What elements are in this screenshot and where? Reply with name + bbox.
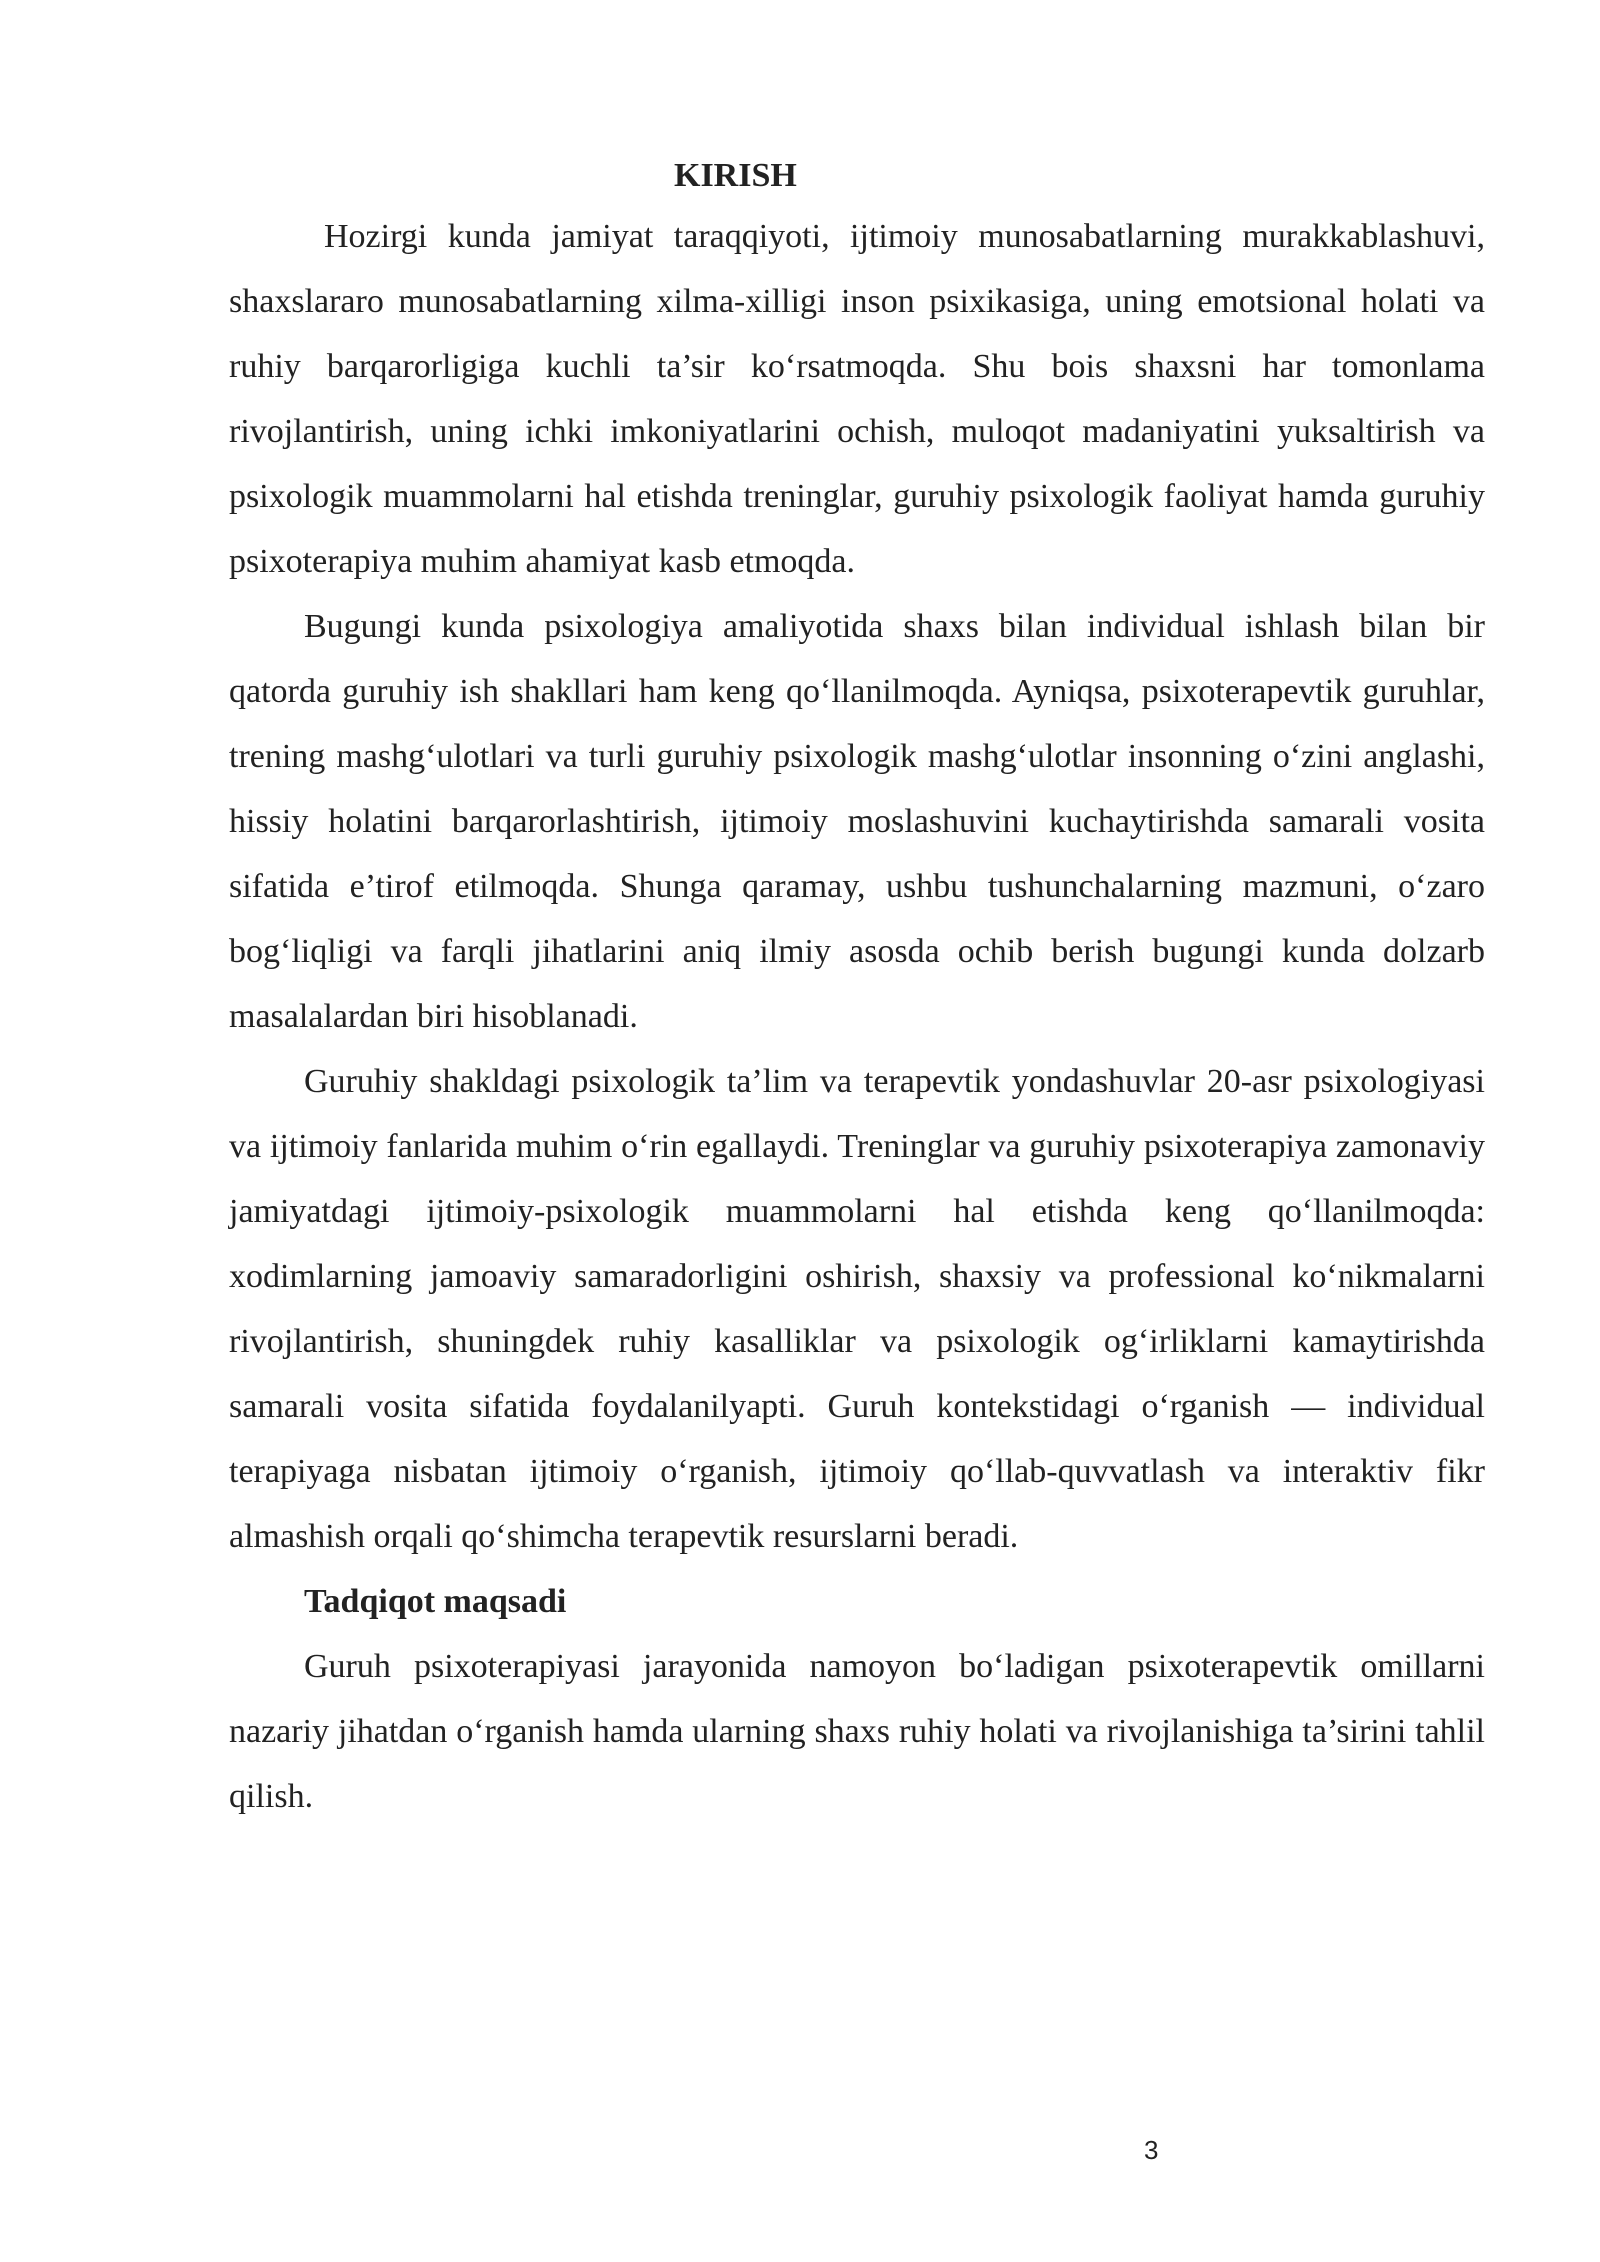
page-number: 3: [1144, 2135, 1159, 2165]
page-content: [229, 148, 1485, 1829]
paragraph-2: Bugungi kunda psixologiya amaliyotida shaxs bilan individual ishlash bilan bir qatorda guruhiy ish shakllari ham keng qo‘llanilmoqda. Ayniqsa, psixoterapevtik guruhlar, trening mashg‘ulotlari va turli guruhiy psixologik mashg‘ulotlar insonning o‘zini anglashi, hissiy holatini barqarorlashtirish, ijtimoiy moslashuvini kuchaytirishda samarali vosita sifatida e’tirof etilmoqda. Shunga qaramay, ushbu tushunchalarning mazmuni, o‘zaro bog‘liqligi va farqli jihatlarini aniq ilmiy asosda ochib berish bugungi kunda dolzarb masalalardan biri hisoblanadi.: [229, 608, 1485, 1035]
paragraph-1: Hozirgi kunda jamiyat taraqqiyoti, ijtimoiy munosabatlarning murakkablashuvi, shaxslararo munosabatlarning xilma-xilligi inson psixikasiga, uning emotsional holati va ruhiy barqarorligiga kuchli ta’sir ko‘rsatmoqda. Shu bois shaxsni har tomonlama rivojlantirish, uning ichki imkoniyatlarini ochish, muloqot madaniyatini yuksaltirish va psixologik muammolarni hal etishda treninglar, guruhiy psixologik faoliyat hamda guruhiy psixoterapiya muhim ahamiyat kasb etmoqda.: [229, 218, 1485, 580]
subheading-research-goal: Tadqiqot maqsadi: [304, 1583, 567, 1620]
paragraph-3: Guruhiy shakldagi psixologik ta’lim va terapevtik yondashuvlar 20-asr psixologiyasi va ijtimoiy fanlarida muhim o‘rin egallaydi. Treninglar va guruhiy psixoterapiya zamonaviy jamiyatdagi ijtimoiy-psixologik muammolarni hal etishda keng qo‘llanilmoqda: xodimlarning jamoaviy samaradorligini oshirish, shaxsiy va professional ko‘nikmalarni rivojlantirish, shuningdek ruhiy kasalliklar va psixologik og‘irliklarni kamaytirishda samarali vosita sifatida foydalanilyapti. Guruh kontekstidagi o‘rganish — individual terapiyaga nisbatan ijtimoiy o‘rganish, ijtimoiy qo‘llab-quvvatlash va interaktiv fikr almashish orqali qo‘shimcha terapevtik resurslarni beradi.: [229, 1063, 1485, 1555]
paragraph-goal: Guruh psixoterapiyasi jarayonida namoyon bo‘ladigan psixoterapevtik omillarni nazariy jihatdan o‘rganish hamda ularning shaxs ruhiy holati va rivojlanishiga ta’sirini tahlil qilish.: [229, 1648, 1485, 1815]
section-title: KIRISH: [674, 157, 797, 194]
